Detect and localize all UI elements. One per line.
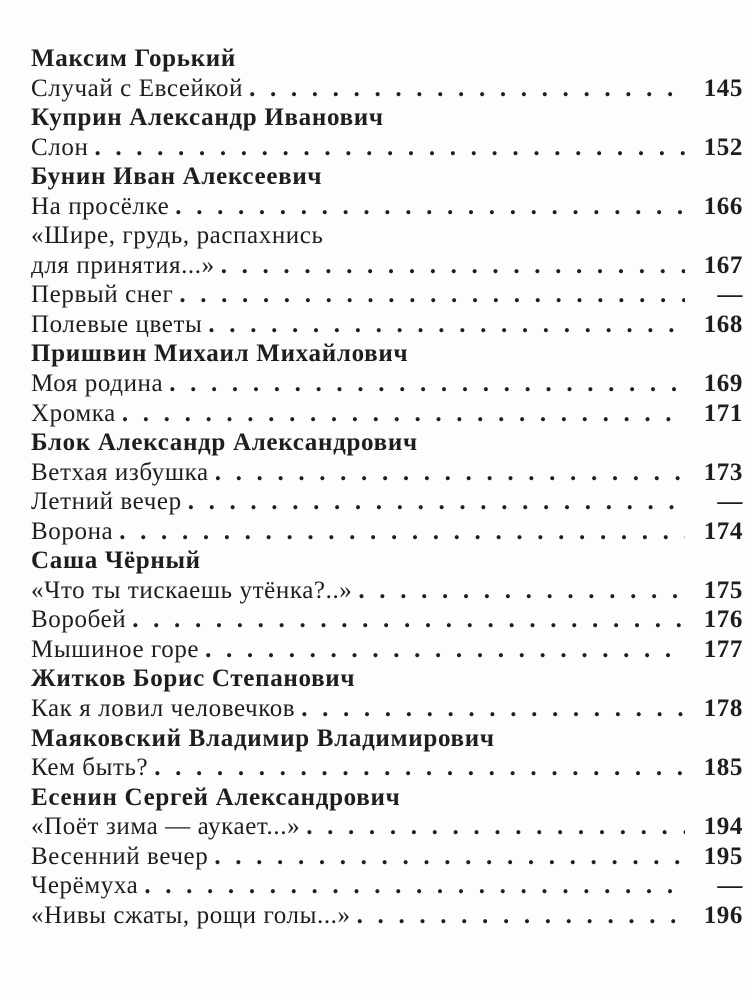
entry-title: «Нивы сжаты, рощи голы...» xyxy=(31,901,351,929)
page-number: 185 xyxy=(703,754,743,782)
toc-entry xyxy=(31,576,743,606)
dot-leader xyxy=(175,192,685,222)
page-number: 195 xyxy=(703,842,743,870)
toc-entry xyxy=(31,399,743,429)
dot-leader xyxy=(154,753,685,783)
dot-leader xyxy=(94,133,685,163)
entry-title: Слон xyxy=(31,133,89,161)
author-heading: Блок Александр Александрович xyxy=(31,429,418,457)
toc-entry xyxy=(31,871,743,901)
entry-title: «Поёт зима — аукает...» xyxy=(31,813,301,841)
toc-entry xyxy=(31,310,743,340)
entry-title: Черёмуха xyxy=(31,872,139,900)
page-number: 145 xyxy=(703,74,743,102)
dot-leader xyxy=(221,251,685,281)
entry-title: «Что ты тискаешь утёнка?..» xyxy=(31,576,353,604)
entry-title: Весенний вечер xyxy=(31,842,209,870)
entry-title: Моя родина xyxy=(31,370,164,398)
toc-entry xyxy=(31,133,743,163)
author-heading: Бунин Иван Алексеевич xyxy=(31,163,323,191)
toc-entry xyxy=(31,487,743,517)
dot-leader xyxy=(306,812,685,842)
author-heading: Маяковский Владимир Владимирович xyxy=(31,724,495,752)
dot-leader xyxy=(179,280,685,310)
entry-title: Как я ловил человечков xyxy=(31,695,296,723)
author-heading: Куприн Александр Иванович xyxy=(31,104,384,132)
entry-title: Первый снег xyxy=(31,281,174,309)
page-number: 152 xyxy=(703,133,743,161)
dot-leader xyxy=(357,901,685,931)
entry-title: Ворона xyxy=(31,517,114,545)
entry-title: Полевые цветы xyxy=(31,310,203,338)
entry-title: Кем быть? xyxy=(31,754,149,782)
entry-title: Случай с Евсейкой xyxy=(31,74,244,102)
page-number: 194 xyxy=(703,813,743,841)
author-heading: Есенин Сергей Александрович xyxy=(31,783,401,811)
page-number: 169 xyxy=(703,370,743,398)
entry-title: «Шире, грудь, распахнись xyxy=(31,222,324,250)
dot-leader xyxy=(214,842,685,872)
toc-entry xyxy=(31,369,743,399)
page-number: 173 xyxy=(703,458,743,486)
entry-title: для принятия...» xyxy=(31,251,215,279)
entry-title: Хромка xyxy=(31,399,116,427)
dot-leader xyxy=(188,487,685,517)
toc-entry xyxy=(31,74,743,104)
page-number: 168 xyxy=(703,310,743,338)
toc-entry xyxy=(31,635,743,665)
toc-entry xyxy=(31,517,743,547)
page-number: 177 xyxy=(703,635,743,663)
toc-entry xyxy=(31,192,743,222)
entry-title: Воробей xyxy=(31,606,127,634)
table-of-contents xyxy=(31,44,743,930)
page-number: — xyxy=(717,872,743,900)
dot-leader xyxy=(119,517,685,547)
author-heading: Саша Чёрный xyxy=(31,547,201,575)
page-number: 175 xyxy=(703,576,743,604)
dot-leader xyxy=(144,871,685,901)
author-heading: Житков Борис Степанович xyxy=(31,665,356,693)
entry-title: Ветхая избушка xyxy=(31,458,209,486)
dot-leader xyxy=(215,458,685,488)
toc-entry xyxy=(31,605,743,635)
toc-entry xyxy=(31,251,743,281)
page-number: 176 xyxy=(703,606,743,634)
page-number: 166 xyxy=(703,192,743,220)
toc-entry xyxy=(31,753,743,783)
author-heading: Пришвин Михаил Михайлович xyxy=(31,340,409,368)
toc-entry xyxy=(31,458,743,488)
dot-leader xyxy=(122,399,685,429)
toc-entry xyxy=(31,812,743,842)
entry-title: На просёлке xyxy=(31,192,170,220)
dot-leader xyxy=(132,605,685,635)
dot-leader xyxy=(205,635,685,665)
dot-leader xyxy=(358,576,685,606)
page-number: 196 xyxy=(703,901,743,929)
toc-entry xyxy=(31,280,743,310)
page-number: 171 xyxy=(703,399,743,427)
page-number: 178 xyxy=(703,695,743,723)
toc-entry xyxy=(31,694,743,724)
page-number: 167 xyxy=(703,251,743,279)
dot-leader xyxy=(169,369,685,399)
toc-entry xyxy=(31,842,743,872)
page-number: — xyxy=(717,488,743,516)
toc-entry-continued xyxy=(31,221,743,251)
author-heading: Максим Горький xyxy=(31,45,237,72)
dot-leader xyxy=(301,694,685,724)
toc-entry xyxy=(31,901,743,931)
dot-leader xyxy=(208,310,685,340)
entry-title: Мышиное горе xyxy=(31,635,200,663)
entry-title: Летний вечер xyxy=(31,488,182,516)
page-number: — xyxy=(717,281,743,309)
page-number: 174 xyxy=(703,517,743,545)
dot-leader xyxy=(249,74,685,104)
